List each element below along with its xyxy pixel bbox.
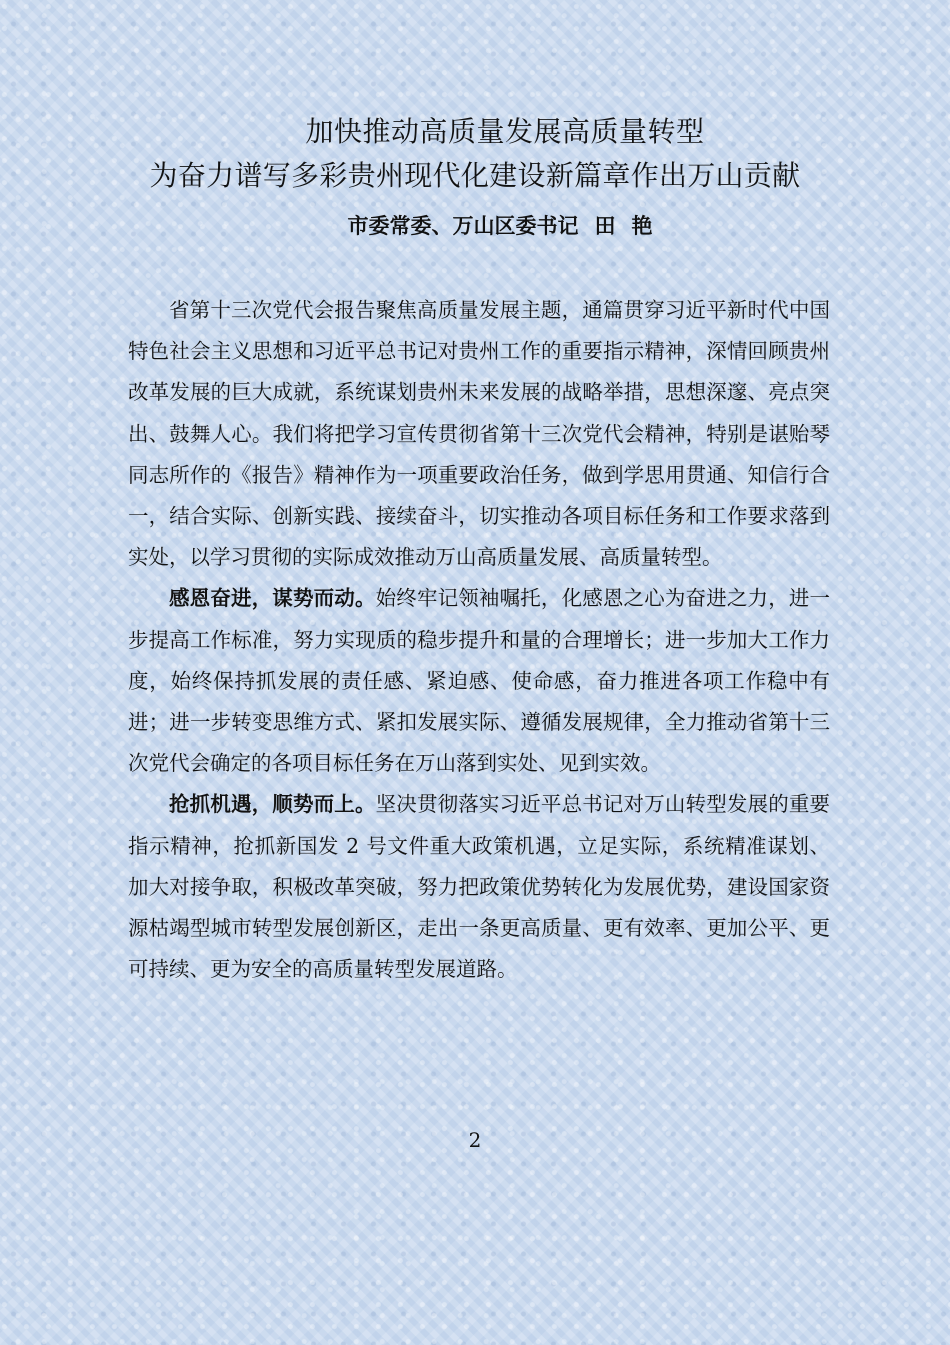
- paragraph-lead: 抢抓机遇，顺势而上。: [169, 792, 376, 817]
- title-line-2: 为奋力谱写多彩贵州现代化建设新篇章作出万山贡献: [149, 159, 801, 192]
- page-number: 2: [468, 1128, 482, 1152]
- paragraph: [128, 578, 830, 784]
- paragraph-text: 省第十三次党代会报告聚焦高质量发展主题，通篇贯穿习近平新时代中国特色社会主义思想和习近平总书记对贵州工作的重要指示精神，深情回顾贵州改革发展的巨大成就，系统谋划贵州未来发展的战略举措，思想深邃、亮点突出、鼓舞人心。我们将把学习宣传贯彻省第十三次党代会精神，特别是谌贻琴同志所作的《报告》精神作为一项重要政治任务，做到学思用贯通、知信行合一，结合实际、创新实践、接续奋斗，切实推动各项目标任务和工作要求落到实处，以学习贯彻的实际成效推动万山高质量发展、高质量转型。: [128, 298, 830, 570]
- paragraph: [128, 290, 830, 578]
- paragraph-text: 始终牢记领袖嘱托，化感恩之心为奋进之力，进一步提高工作标准，努力实现质的稳步提升和量的合理增长；进一步加大工作力度，始终保持抓发展的责任感、紧迫感、使命感，奋力推进各项工作稳中有进；进一步转变思维方式、紧扣发展实际、遵循发展规律，全力推动省第十三次党代会确定的各项目标任务在万山落到实处、见到实效。: [128, 586, 831, 776]
- byline: [0, 206, 950, 246]
- article-body: [128, 290, 830, 990]
- byline-name-second: 艳: [631, 214, 653, 238]
- byline-name-first: 田: [594, 214, 616, 238]
- paragraph-text: 坚决贯彻落实习近平总书记对万山转型发展的重要指示精神，抢抓新国发 2 号文件重大政策机遇，立足实际，系统精准谋划、加大对接争取，积极改革突破，努力把政策优势转化为发展优势，建设国家资源枯竭型城市转型发展创新区，走出一条更高质量、更有效率、更加公平、更可持续、更为安全的高质量转型发展道路。: [128, 792, 831, 982]
- paragraph: [128, 784, 830, 990]
- byline-role: 市委常委、万山区委书记: [347, 214, 579, 238]
- paragraph-lead: 感恩奋进，谋势而动。: [169, 586, 376, 611]
- title-line-1: 加快推动高质量发展高质量转型: [305, 115, 705, 148]
